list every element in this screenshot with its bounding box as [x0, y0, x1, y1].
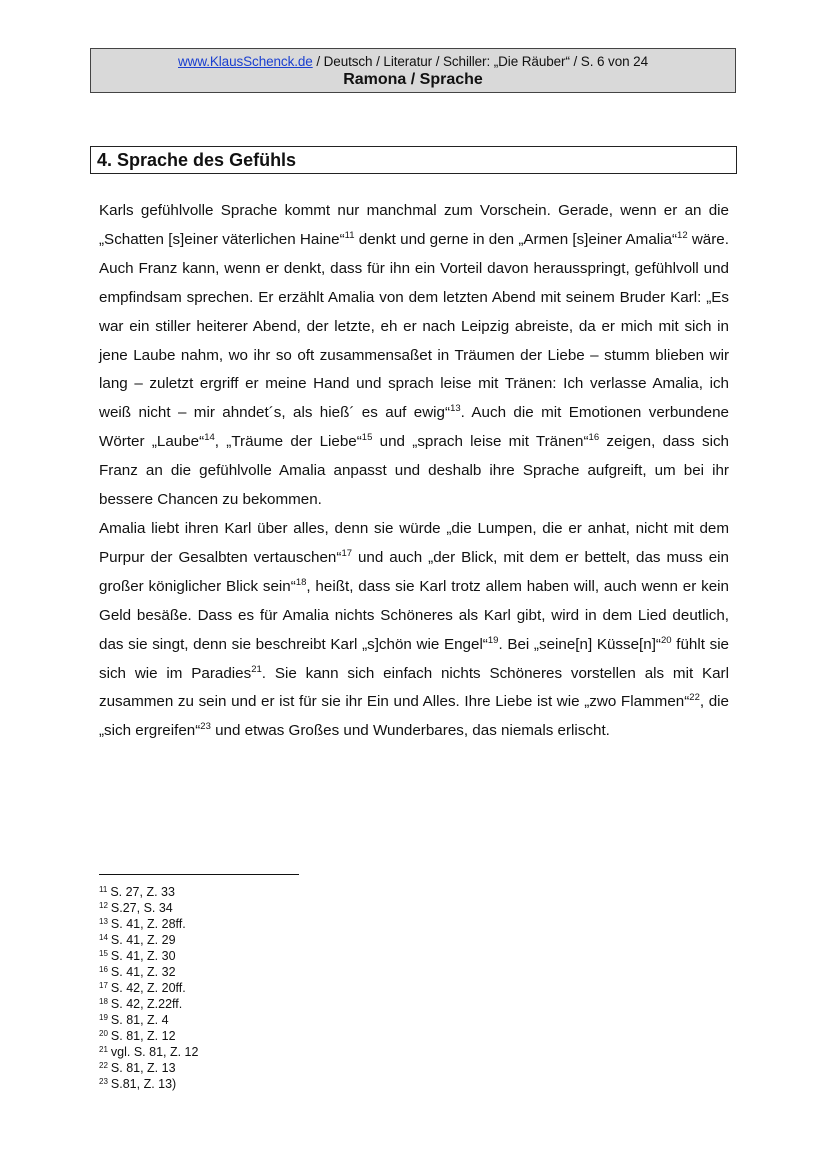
footnote [99, 1060, 198, 1076]
header-breadcrumb: / Deutsch / Literatur / Schiller: „Die Räuber“ / S. 6 von 24 [312, 54, 648, 69]
footnote-text: S. 41, Z. 32 [110, 965, 176, 979]
footnote [99, 1012, 198, 1028]
footnote-text: S. 81, Z. 12 [110, 1029, 176, 1043]
header-line [91, 54, 735, 69]
text-span: wäre. [687, 230, 729, 248]
text-span: und auch „der Blick, mit dem er bettelt, das muss ein großer königlicher Blick sein“ [99, 548, 729, 595]
footnote [99, 900, 198, 916]
footnote-number: 15 [99, 949, 108, 958]
footnote [99, 948, 198, 964]
text-span: denkt und gerne in den „Armen [s]einer Amalia“ [354, 230, 678, 248]
footnote-ref: 17 [341, 547, 353, 559]
footnote-number: 16 [99, 965, 108, 974]
footnote-text: S.81, Z. 13) [110, 1077, 177, 1091]
page-header [90, 48, 736, 93]
footnote-number: 21 [99, 1045, 108, 1054]
paragraph-karl [99, 197, 729, 255]
text-span: und „sprach leise mit Tränen“ [372, 433, 589, 451]
footnote-text: S. 81, Z. 13 [110, 1061, 176, 1075]
footnote-text: S. 41, Z. 30 [110, 949, 176, 963]
text-span: , die „sich ergreifen“ [99, 693, 729, 740]
footnote-number: 13 [99, 917, 108, 926]
footnote-number: 18 [99, 997, 108, 1006]
footnote [99, 884, 198, 900]
footnote-text: S. 41, Z. 28ff. [110, 917, 186, 931]
footnote-ref: 13 [450, 403, 461, 415]
footnote-number: 12 [99, 901, 108, 910]
text-span: Auch Franz kann, wenn er denkt, dass für ihn ein Vorteil davon herausspringt, gefühlvoll und empfindsam sprechen. Er erzählt Amalia von dem letzten Abend mit seinem Bruder Karl: „Es war ein stiller heiterer Abend, der letzte, eh er nach Leipzig abreiste, da er mich mit sich in jene Laube nahm, wo ihr so oft zusammensaßet in Träumen der Liebe – stumm blieben wir lang – zuletzt ergriff er meine Hand und sprach leise mit Tränen: Ich verlasse Amalia, ich weiß nicht – mir ahndet´s, als hieß´ es auf ewig“ [99, 259, 729, 422]
footnote-ref: 22 [689, 692, 700, 704]
footnote-text: S. 41, Z. 29 [110, 933, 176, 947]
footnote-ref: 16 [588, 432, 600, 444]
footnote-text: S. 27, Z. 33 [110, 885, 175, 899]
text-span: . Sie kann sich einfach nichts Schöneres vorstellen als mit Karl zusammen zu sein und er ist für sie ihr Ein und Alles. Ihre Liebe ist wie „zwo Flammen“ [99, 664, 729, 711]
footnote-ref: 19 [487, 634, 499, 646]
footnote-number: 11 [99, 885, 108, 894]
footnote-number: 19 [99, 1013, 108, 1022]
footnote-ref: 15 [361, 432, 373, 444]
footnote-number: 14 [99, 933, 108, 942]
footnote-ref: 14 [204, 432, 215, 444]
footnote [99, 980, 198, 996]
footnote-ref: 12 [677, 229, 688, 241]
footnote-text: S. 42, Z. 20ff. [110, 981, 186, 995]
footnote-text: S. 81, Z. 4 [110, 1013, 169, 1027]
text-span: . Auch die mit Emotionen verbundene Wörter „Laube“ [99, 404, 729, 451]
paragraph-franz [99, 255, 729, 515]
footnote-text: S. 42, Z.22ff. [110, 997, 183, 1011]
header-subtitle: Ramona / Sprache [343, 71, 483, 88]
website-link[interactable]: www.KlausSchenck.de [178, 54, 313, 69]
footnote [99, 932, 198, 948]
footnotes [99, 884, 198, 1092]
footnote [99, 964, 198, 980]
footnote-number: 20 [99, 1029, 108, 1038]
footnote [99, 1044, 198, 1060]
footnote-ref: 23 [200, 721, 211, 733]
footnote-text: S.27, S. 34 [110, 901, 173, 915]
section-title: 4. Sprache des Gefühls [90, 146, 737, 174]
body-text [99, 197, 729, 746]
text-span: fühlt sie sich wie im Paradies [99, 635, 730, 682]
footnote [99, 916, 198, 932]
footnote-number: 22 [99, 1061, 108, 1070]
footnote-divider [99, 874, 299, 875]
text-span: . Bei „seine[n] Küsse[n]“ [498, 635, 661, 653]
footnote [99, 1076, 198, 1092]
footnote-ref: 21 [251, 663, 262, 675]
footnote-ref: 18 [295, 576, 307, 588]
footnote-number: 23 [99, 1077, 108, 1086]
footnote-text: vgl. S. 81, Z. 12 [110, 1045, 199, 1059]
text-span: Karls gefühlvolle Sprache kommt nur manchmal zum Vorschein. Gerade, wenn er an die „Schatten [s]einer väterlichen Haine“ [99, 202, 729, 248]
text-span: zeigen, dass sich Franz an die gefühlvolle Amalia anpasst und deshalb ihre Sprache aufgreift, um bei ihr bessere Chancen zu bekommen. [99, 433, 729, 509]
text-span: , heißt, dass sie Karl trotz allem haben will, auch wenn er kein Geld besäße. Dass es für Amalia nichts Schöneres als Karl gibt, wird in dem Lied deutlich, das sie singt, denn sie beschreibt Karl „s]chön wie Engel“ [99, 577, 729, 653]
text-span: und etwas Großes und Wunderbares, das niemals erlischt. [210, 722, 610, 740]
footnote [99, 996, 198, 1012]
footnote [99, 1028, 198, 1044]
footnote-ref: 11 [344, 229, 355, 241]
text-span: , „Träume der Liebe“ [214, 433, 362, 451]
paragraph-amalia [99, 515, 729, 746]
text-span: Amalia liebt ihren Karl über alles, denn sie würde „die Lumpen, die er anhat, nicht mit dem Purpur der Gesalbten vertauschen“ [99, 519, 729, 566]
footnote-number: 17 [99, 981, 108, 990]
footnote-ref: 20 [661, 634, 672, 646]
